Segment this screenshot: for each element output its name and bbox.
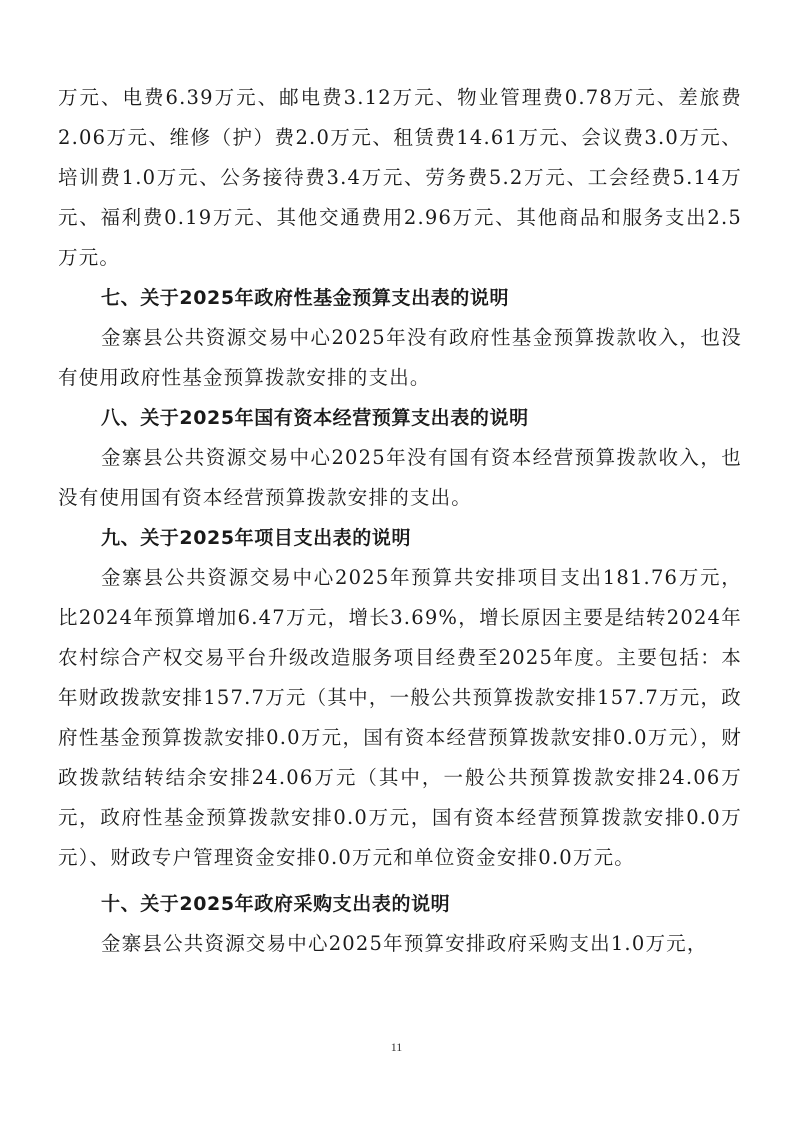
paragraph-section-9: 金寨县公共资源交易中心2025年预算共安排项目支出181.76万元，比2024年预算增加6.47万元，增长3.69%，增长原因主要是结转2024年农村综合产权交易平台升级改造服务项目经费至2025年度。主要包括：本年财政拨款安排157.7万元（其中，一般公共预算拨款安排157.7万元，政府性基金预算拨款安排0.0万元，国有资本经营预算拨款安排0.0万元），财政拨款结转结余安排24.06万元（其中，一般公共预算拨款安排24.06万元，政府性基金预算拨款安排0.0万元，国有资本经营预算拨款安排0.0万元）、财政专户管理资金安排0.0万元和单位资金安排0.0万元。 [58, 566, 742, 869]
paragraph-section-10: 金寨县公共资源交易中心2025年预算安排政府采购支出1.0万元， [101, 932, 708, 955]
heading-section-7: 七、关于2025年政府性基金预算支出表的说明 [101, 287, 510, 309]
document-page [58, 78, 742, 964]
paragraph-section-7: 金寨县公共资源交易中心2025年没有政府性基金预算拨款收入，也没有使用政府性基金预算拨款安排的支出。 [58, 326, 742, 389]
heading-section-8: 八、关于2025年国有资本经营预算支出表的说明 [101, 407, 529, 429]
heading-section-10: 十、关于2025年政府采购支出表的说明 [101, 893, 451, 915]
page-number: 11 [390, 1040, 403, 1054]
heading-section-9: 九、关于2025年项目支出表的说明 [101, 527, 412, 549]
paragraph-expense-items: 万元、电费6.39万元、邮电费3.12万元、物业管理费0.78万元、差旅费2.06万元、维修（护）费2.0万元、租赁费14.61万元、会议费3.0万元、培训费1.0万元、公务接待费3.4万元、劳务费5.2万元、工会经费5.14万元、福利费0.19万元、其他交通费用2.96万元、其他商品和服务支出2.5万元。 [58, 86, 742, 269]
paragraph-section-8: 金寨县公共资源交易中心2025年没有国有资本经营预算拨款收入，也没有使用国有资本经营预算拨款安排的支出。 [58, 446, 742, 509]
